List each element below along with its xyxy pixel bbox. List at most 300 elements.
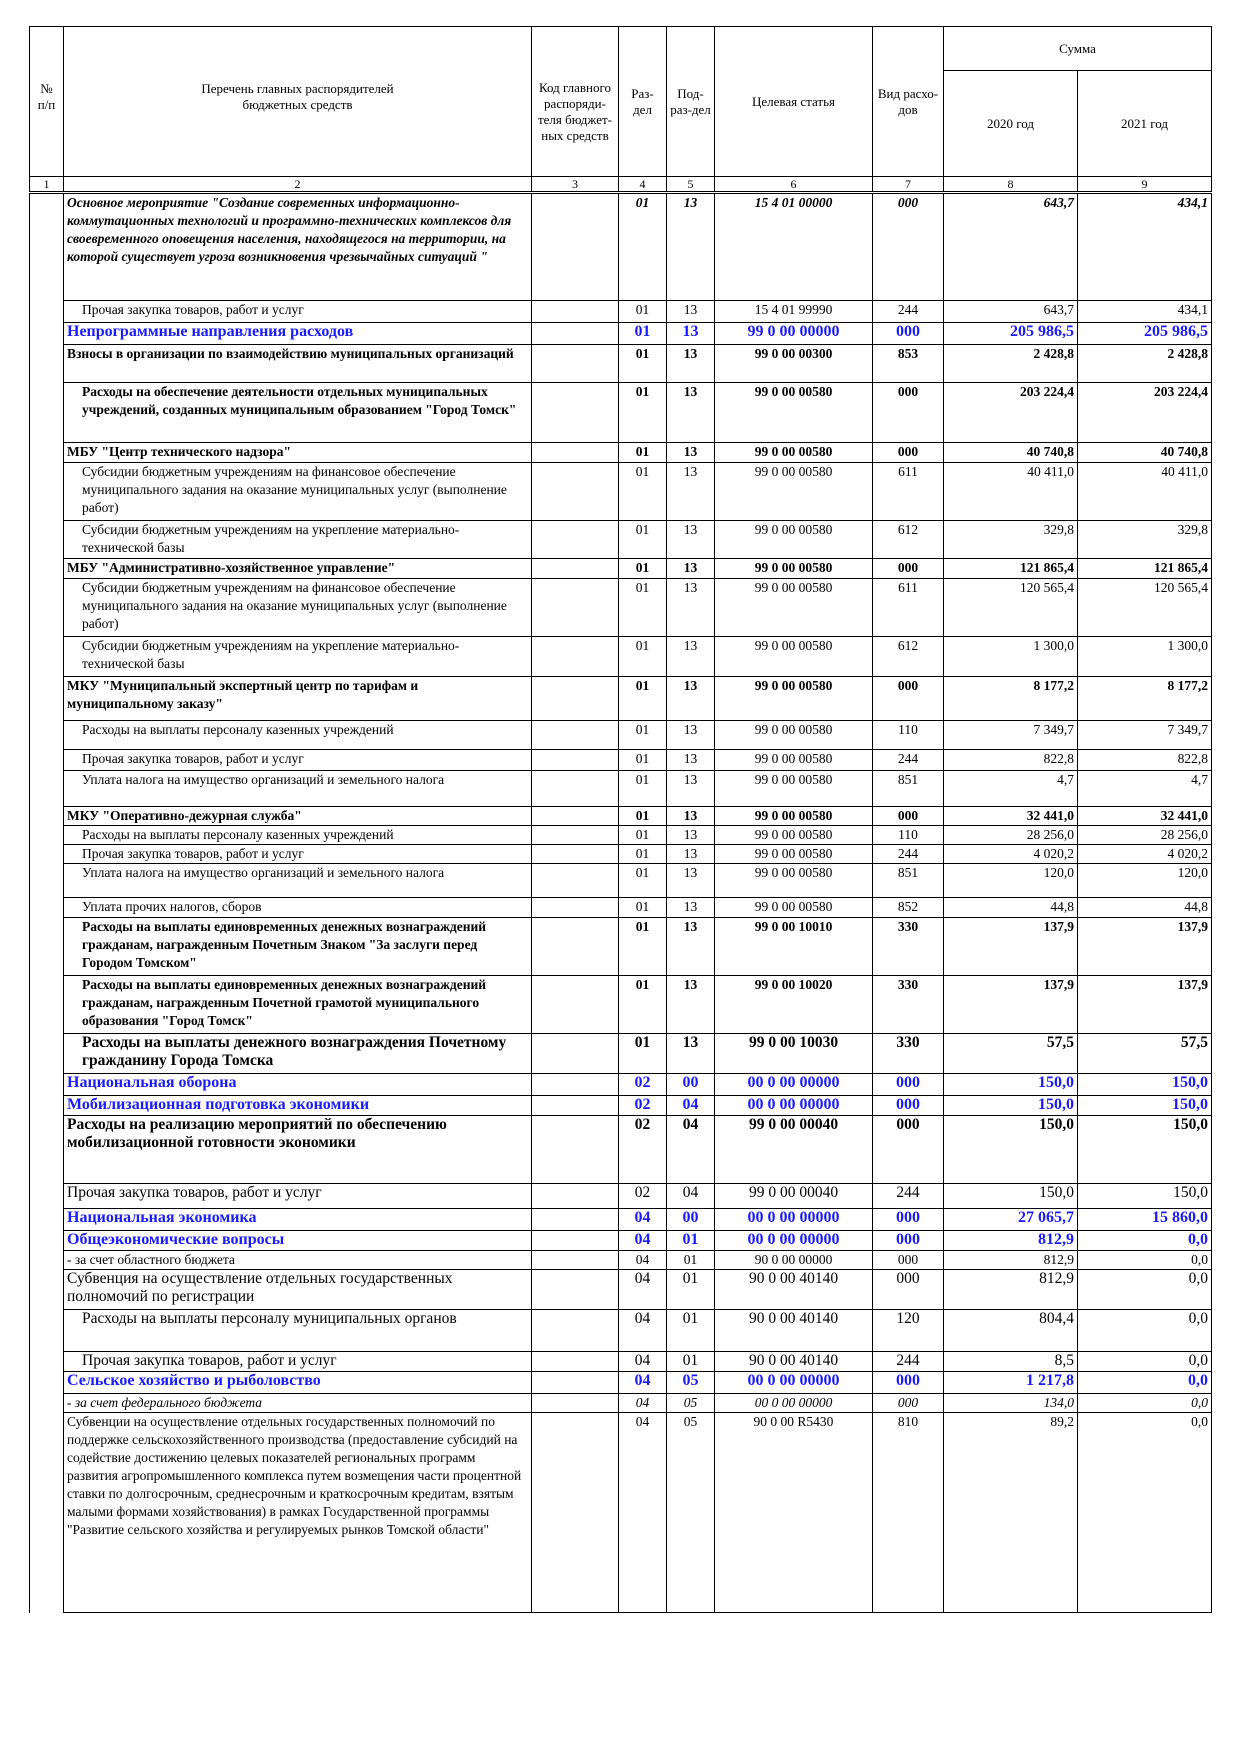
row-target: 00 0 00 00000 [715, 1096, 873, 1116]
row-subsection: 01 [667, 1310, 715, 1352]
row-target: 99 0 00 00580 [715, 750, 873, 771]
row-section: 01 [619, 383, 667, 443]
row-section: 01 [619, 677, 667, 721]
row-subsection: 13 [667, 771, 715, 807]
row-code [532, 301, 619, 323]
row-expense-type: 000 [873, 677, 944, 721]
row-sum-2020: 134,0 [944, 1394, 1078, 1413]
row-expense-type: 852 [873, 898, 944, 918]
row-name: Уплата налога на имущество организаций и земельного налога [64, 864, 532, 898]
row-code [532, 1270, 619, 1310]
row-subsection: 13 [667, 1034, 715, 1074]
row-section: 01 [619, 750, 667, 771]
row-sum-2020: 8 177,2 [944, 677, 1078, 721]
row-target: 00 0 00 00000 [715, 1209, 873, 1231]
row-target: 00 0 00 00000 [715, 1074, 873, 1096]
row-sum-2021: 32 441,0 [1078, 807, 1212, 826]
row-target: 00 0 00 00000 [715, 1372, 873, 1394]
row-section: 01 [619, 301, 667, 323]
table-body [30, 193, 1212, 1613]
row-target: 99 0 00 00580 [715, 463, 873, 521]
row-target: 99 0 00 10010 [715, 918, 873, 976]
row-sum-2020: 137,9 [944, 918, 1078, 976]
row-name: Национальная оборона [64, 1074, 532, 1096]
row-expense-type: 110 [873, 721, 944, 750]
table-row [30, 976, 1212, 1034]
row-target: 99 0 00 00040 [715, 1116, 873, 1184]
row-subsection: 13 [667, 559, 715, 579]
row-section: 01 [619, 323, 667, 345]
row-section: 02 [619, 1074, 667, 1096]
column-number: 2 [64, 177, 532, 193]
row-sum-2021: 4,7 [1078, 771, 1212, 807]
row-subsection: 13 [667, 637, 715, 677]
row-number [30, 323, 64, 345]
table-row [30, 750, 1212, 771]
row-code [532, 559, 619, 579]
row-number [30, 1270, 64, 1310]
row-name: Непрограммные направления расходов [64, 323, 532, 345]
row-sum-2020: 7 349,7 [944, 721, 1078, 750]
row-sum-2021: 203 224,4 [1078, 383, 1212, 443]
row-sum-2021: 0,0 [1078, 1413, 1212, 1613]
row-number [30, 918, 64, 976]
row-expense-type: 000 [873, 383, 944, 443]
row-name: Прочая закупка товаров, работ и услуг [64, 845, 532, 864]
row-sum-2020: 150,0 [944, 1184, 1078, 1209]
row-section: 01 [619, 1034, 667, 1074]
row-expense-type: 612 [873, 521, 944, 559]
row-expense-type: 244 [873, 301, 944, 323]
row-target: 99 0 00 00000 [715, 323, 873, 345]
row-code [532, 1352, 619, 1372]
row-subsection: 05 [667, 1372, 715, 1394]
row-section: 01 [619, 637, 667, 677]
row-sum-2021: 120 565,4 [1078, 579, 1212, 637]
row-number [30, 1074, 64, 1096]
row-sum-2020: 812,9 [944, 1231, 1078, 1251]
row-expense-type: 244 [873, 845, 944, 864]
row-target: 15 4 01 99990 [715, 301, 873, 323]
row-subsection: 13 [667, 193, 715, 301]
table-row [30, 898, 1212, 918]
row-section: 01 [619, 521, 667, 559]
table-row [30, 301, 1212, 323]
row-expense-type: 244 [873, 1184, 944, 1209]
row-target: 90 0 00 40140 [715, 1310, 873, 1352]
row-name: Общеэкономические вопросы [64, 1231, 532, 1251]
row-target: 99 0 00 10020 [715, 976, 873, 1034]
table-row [30, 345, 1212, 383]
row-name: Субвенции на осуществление отдельных государственных полномочий по поддержке сельскохозяйственного производства (предоставление субсидий на содействие достижению целевых показателей региональных программ развития агропромышленного комплекса путем возмещения части процентной ставки по долгосрочным, среднесрочным и краткосрочным кредитам, взятым малыми формами хозяйствования) в рамках Государственной программы "Развитие сельского хозяйства и регулируемых рынков Томской области" [64, 1413, 532, 1613]
row-section: 01 [619, 579, 667, 637]
column-number: 6 [715, 177, 873, 193]
row-expense-type: 000 [873, 1372, 944, 1394]
row-number [30, 1034, 64, 1074]
row-subsection: 05 [667, 1413, 715, 1613]
row-target: 90 0 00 40140 [715, 1270, 873, 1310]
row-number [30, 1310, 64, 1352]
row-name: Расходы на выплаты персоналу казенных учреждений [64, 826, 532, 845]
row-number [30, 826, 64, 845]
table-row [30, 579, 1212, 637]
row-sum-2021: 0,0 [1078, 1270, 1212, 1310]
table-row [30, 1184, 1212, 1209]
row-number [30, 721, 64, 750]
row-target: 00 0 00 00000 [715, 1394, 873, 1413]
row-target: 99 0 00 00040 [715, 1184, 873, 1209]
row-sum-2020: 205 986,5 [944, 323, 1078, 345]
row-sum-2021: 120,0 [1078, 864, 1212, 898]
row-number [30, 193, 64, 301]
row-expense-type: 000 [873, 1394, 944, 1413]
row-sum-2020: 120,0 [944, 864, 1078, 898]
row-section: 04 [619, 1394, 667, 1413]
row-sum-2020: 27 065,7 [944, 1209, 1078, 1231]
row-target: 99 0 00 00580 [715, 721, 873, 750]
row-subsection: 01 [667, 1231, 715, 1251]
row-sum-2020: 4 020,2 [944, 845, 1078, 864]
row-sum-2021: 329,8 [1078, 521, 1212, 559]
table-row [30, 918, 1212, 976]
row-subsection: 13 [667, 521, 715, 559]
table-row [30, 677, 1212, 721]
row-number [30, 1209, 64, 1231]
row-section: 01 [619, 976, 667, 1034]
table-row [30, 1074, 1212, 1096]
row-number [30, 345, 64, 383]
row-sum-2021: 2 428,8 [1078, 345, 1212, 383]
table-row [30, 559, 1212, 579]
row-code [532, 637, 619, 677]
row-sum-2020: 120 565,4 [944, 579, 1078, 637]
budget-table [29, 26, 1212, 1613]
row-code [532, 898, 619, 918]
row-name: Субсидии бюджетным учреждениям на финансовое обеспечение муниципального задания на оказание муниципальных услуг (выполнение работ) [64, 463, 532, 521]
row-target: 99 0 00 00300 [715, 345, 873, 383]
table-row [30, 323, 1212, 345]
row-sum-2021: 0,0 [1078, 1372, 1212, 1394]
header-number: № п/п [30, 27, 64, 177]
row-expense-type: 000 [873, 559, 944, 579]
row-name: - за счет областного бюджета [64, 1251, 532, 1270]
row-expense-type: 244 [873, 750, 944, 771]
table-row [30, 1096, 1212, 1116]
row-sum-2021: 57,5 [1078, 1034, 1212, 1074]
row-subsection: 04 [667, 1096, 715, 1116]
row-code [532, 677, 619, 721]
table-row [30, 721, 1212, 750]
header-recipients: Перечень главных распорядителей бюджетных средств [64, 27, 532, 177]
row-number [30, 1096, 64, 1116]
table-row [30, 463, 1212, 521]
row-code [532, 1074, 619, 1096]
header-sum: Сумма [944, 27, 1212, 71]
row-number [30, 1251, 64, 1270]
header-year-2020: 2020 год [944, 71, 1078, 177]
column-number: 8 [944, 177, 1078, 193]
row-sum-2021: 28 256,0 [1078, 826, 1212, 845]
row-code [532, 1096, 619, 1116]
table-row [30, 1034, 1212, 1074]
row-name: Субсидии бюджетным учреждениям на укрепление материально-технической базы [64, 521, 532, 559]
row-section: 01 [619, 771, 667, 807]
row-subsection: 13 [667, 721, 715, 750]
row-subsection: 13 [667, 345, 715, 383]
row-expense-type: 611 [873, 463, 944, 521]
header-expense-type: Вид расхо-дов [873, 27, 944, 177]
row-subsection: 13 [667, 443, 715, 463]
row-sum-2021: 205 986,5 [1078, 323, 1212, 345]
column-numbers-row [30, 177, 1212, 193]
row-number [30, 443, 64, 463]
row-section: 04 [619, 1251, 667, 1270]
row-code [532, 864, 619, 898]
row-subsection: 04 [667, 1184, 715, 1209]
row-number [30, 1394, 64, 1413]
row-target: 99 0 00 00580 [715, 559, 873, 579]
row-subsection: 00 [667, 1209, 715, 1231]
row-sum-2021: 40 740,8 [1078, 443, 1212, 463]
header-year-2021: 2021 год [1078, 71, 1212, 177]
row-target: 00 0 00 00000 [715, 1231, 873, 1251]
row-section: 01 [619, 898, 667, 918]
row-name: Национальная экономика [64, 1209, 532, 1231]
row-code [532, 976, 619, 1034]
row-name: Расходы на реализацию мероприятий по обеспечению мобилизационной готовности экономики [64, 1116, 532, 1184]
row-sum-2021: 15 860,0 [1078, 1209, 1212, 1231]
row-section: 01 [619, 864, 667, 898]
row-section: 02 [619, 1184, 667, 1209]
row-sum-2021: 434,1 [1078, 301, 1212, 323]
table-row [30, 637, 1212, 677]
column-number: 7 [873, 177, 944, 193]
row-sum-2020: 1 300,0 [944, 637, 1078, 677]
row-subsection: 13 [667, 383, 715, 443]
row-code [532, 1310, 619, 1352]
row-number [30, 1372, 64, 1394]
row-number [30, 807, 64, 826]
row-sum-2020: 822,8 [944, 750, 1078, 771]
row-subsection: 13 [667, 323, 715, 345]
row-code [532, 443, 619, 463]
row-code [532, 323, 619, 345]
row-sum-2020: 44,8 [944, 898, 1078, 918]
row-sum-2020: 28 256,0 [944, 826, 1078, 845]
table-row [30, 383, 1212, 443]
row-expense-type: 330 [873, 976, 944, 1034]
row-sum-2021: 150,0 [1078, 1074, 1212, 1096]
row-expense-type: 120 [873, 1310, 944, 1352]
row-sum-2021: 434,1 [1078, 193, 1212, 301]
row-section: 02 [619, 1116, 667, 1184]
row-sum-2020: 8,5 [944, 1352, 1078, 1372]
row-name: Сельское хозяйство и рыболовство [64, 1372, 532, 1394]
row-target: 99 0 00 00580 [715, 383, 873, 443]
row-section: 01 [619, 463, 667, 521]
row-code [532, 1209, 619, 1231]
row-sum-2020: 150,0 [944, 1074, 1078, 1096]
row-section: 04 [619, 1372, 667, 1394]
table-row [30, 807, 1212, 826]
column-number: 1 [30, 177, 64, 193]
row-sum-2021: 8 177,2 [1078, 677, 1212, 721]
row-subsection: 01 [667, 1352, 715, 1372]
row-subsection: 13 [667, 826, 715, 845]
row-subsection: 13 [667, 463, 715, 521]
row-subsection: 00 [667, 1074, 715, 1096]
row-name: МБУ "Центр технического надзора" [64, 443, 532, 463]
column-number: 5 [667, 177, 715, 193]
row-number [30, 301, 64, 323]
row-name: Прочая закупка товаров, работ и услуг [64, 750, 532, 771]
row-target: 99 0 00 00580 [715, 579, 873, 637]
row-sum-2021: 0,0 [1078, 1231, 1212, 1251]
row-sum-2020: 150,0 [944, 1096, 1078, 1116]
row-subsection: 13 [667, 750, 715, 771]
row-code [532, 345, 619, 383]
row-subsection: 13 [667, 579, 715, 637]
row-name: Прочая закупка товаров, работ и услуг [64, 301, 532, 323]
row-sum-2020: 150,0 [944, 1116, 1078, 1184]
row-expense-type: 000 [873, 1074, 944, 1096]
row-section: 01 [619, 826, 667, 845]
row-expense-type: 810 [873, 1413, 944, 1613]
row-name: МБУ "Административно-хозяйственное управление" [64, 559, 532, 579]
row-sum-2021: 137,9 [1078, 918, 1212, 976]
row-section: 01 [619, 443, 667, 463]
row-subsection: 01 [667, 1251, 715, 1270]
row-expense-type: 000 [873, 807, 944, 826]
table-header [30, 27, 1212, 193]
table-row [30, 1270, 1212, 1310]
row-expense-type: 330 [873, 1034, 944, 1074]
row-target: 99 0 00 00580 [715, 864, 873, 898]
row-name: МКУ "Муниципальный экспертный центр по тарифам и муниципальному заказу" [64, 677, 532, 721]
row-sum-2021: 150,0 [1078, 1096, 1212, 1116]
row-sum-2021: 0,0 [1078, 1251, 1212, 1270]
row-target: 99 0 00 00580 [715, 521, 873, 559]
row-sum-2020: 203 224,4 [944, 383, 1078, 443]
row-sum-2020: 137,9 [944, 976, 1078, 1034]
row-section: 01 [619, 193, 667, 301]
row-number [30, 898, 64, 918]
row-number [30, 463, 64, 521]
row-sum-2020: 4,7 [944, 771, 1078, 807]
row-sum-2020: 804,4 [944, 1310, 1078, 1352]
row-code [532, 1116, 619, 1184]
row-expense-type: 612 [873, 637, 944, 677]
row-code [532, 771, 619, 807]
row-number [30, 976, 64, 1034]
row-name: Расходы на выплаты денежного вознаграждения Почетному гражданину Города Томска [64, 1034, 532, 1074]
row-number [30, 579, 64, 637]
row-name: Прочая закупка товаров, работ и услуг [64, 1352, 532, 1372]
row-subsection: 13 [667, 845, 715, 864]
row-target: 90 0 00 00000 [715, 1251, 873, 1270]
table-row [30, 1394, 1212, 1413]
row-expense-type: 000 [873, 323, 944, 345]
row-expense-type: 330 [873, 918, 944, 976]
row-number [30, 845, 64, 864]
row-section: 04 [619, 1352, 667, 1372]
row-subsection: 13 [667, 864, 715, 898]
table-row [30, 864, 1212, 898]
column-number: 4 [619, 177, 667, 193]
row-sum-2021: 137,9 [1078, 976, 1212, 1034]
row-expense-type: 244 [873, 1352, 944, 1372]
row-number [30, 1231, 64, 1251]
table-row [30, 521, 1212, 559]
row-name: - за счет федерального бюджета [64, 1394, 532, 1413]
row-target: 99 0 00 00580 [715, 898, 873, 918]
table-row [30, 1116, 1212, 1184]
row-number [30, 637, 64, 677]
row-sum-2020: 40 411,0 [944, 463, 1078, 521]
row-name: Расходы на выплаты единовременных денежных вознаграждений гражданам, награжденным Почетной грамотой муниципального образования "Город Томск" [64, 976, 532, 1034]
row-subsection: 05 [667, 1394, 715, 1413]
row-section: 04 [619, 1209, 667, 1231]
row-code [532, 1394, 619, 1413]
row-sum-2021: 150,0 [1078, 1116, 1212, 1184]
row-section: 04 [619, 1413, 667, 1613]
row-name: МКУ "Оперативно-дежурная служба" [64, 807, 532, 826]
row-expense-type: 000 [873, 443, 944, 463]
row-code [532, 845, 619, 864]
row-expense-type: 851 [873, 771, 944, 807]
row-target: 99 0 00 00580 [715, 845, 873, 864]
row-number [30, 383, 64, 443]
row-sum-2021: 44,8 [1078, 898, 1212, 918]
row-code [532, 1184, 619, 1209]
table-row [30, 771, 1212, 807]
table-row [30, 1251, 1212, 1270]
row-sum-2020: 1 217,8 [944, 1372, 1078, 1394]
row-expense-type: 000 [873, 1209, 944, 1231]
row-section: 04 [619, 1310, 667, 1352]
row-name: Уплата прочих налогов, сборов [64, 898, 532, 918]
row-name: Расходы на выплаты персоналу казенных учреждений [64, 721, 532, 750]
row-number [30, 521, 64, 559]
row-target: 15 4 01 00000 [715, 193, 873, 301]
row-code [532, 826, 619, 845]
row-sum-2020: 57,5 [944, 1034, 1078, 1074]
column-number: 9 [1078, 177, 1212, 193]
table-row [30, 443, 1212, 463]
row-target: 99 0 00 10030 [715, 1034, 873, 1074]
row-target: 99 0 00 00580 [715, 677, 873, 721]
row-sum-2020: 121 865,4 [944, 559, 1078, 579]
row-section: 01 [619, 559, 667, 579]
row-subsection: 01 [667, 1270, 715, 1310]
row-number [30, 677, 64, 721]
row-sum-2021: 822,8 [1078, 750, 1212, 771]
row-subsection: 13 [667, 301, 715, 323]
row-code [532, 1372, 619, 1394]
row-sum-2020: 40 740,8 [944, 443, 1078, 463]
row-sum-2021: 40 411,0 [1078, 463, 1212, 521]
row-name: Субсидии бюджетным учреждениям на укрепление материально-технической базы [64, 637, 532, 677]
row-name: Взносы в организации по взаимодействию муниципальных организаций [64, 345, 532, 383]
row-sum-2020: 812,9 [944, 1251, 1078, 1270]
header-subsection: Под-раз-дел [667, 27, 715, 177]
row-sum-2020: 2 428,8 [944, 345, 1078, 383]
row-sum-2020: 329,8 [944, 521, 1078, 559]
header-section: Раз-дел [619, 27, 667, 177]
row-expense-type: 000 [873, 1116, 944, 1184]
table-row [30, 1413, 1212, 1613]
header-target: Целевая статья [715, 27, 873, 177]
